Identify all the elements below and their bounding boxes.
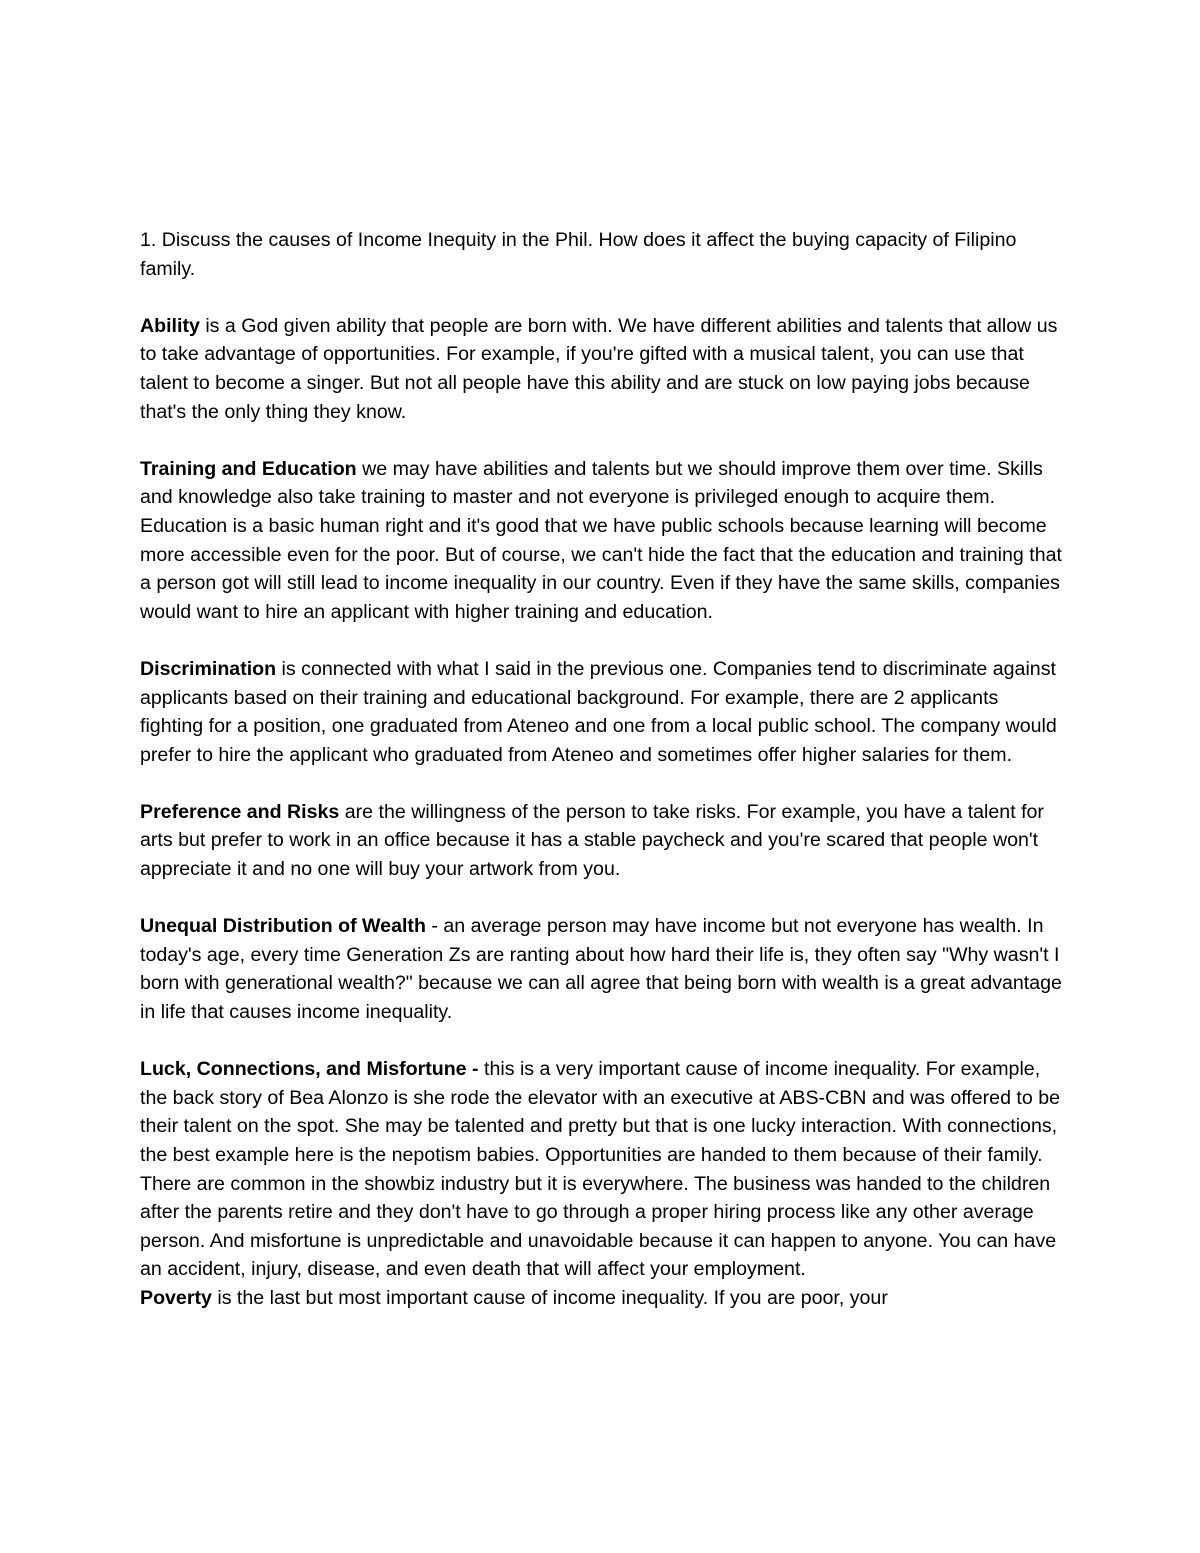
paragraph-training-education xyxy=(140,455,1065,627)
term-ability: Ability xyxy=(140,314,200,337)
paragraph-luck-connections xyxy=(140,1055,1065,1284)
term-discrimination: Discrimination xyxy=(140,657,277,680)
paragraph-ability xyxy=(140,312,1065,426)
paragraph-poverty xyxy=(140,1284,1065,1313)
term-luck-connections: Luck, Connections, and Misfortune - xyxy=(140,1058,479,1081)
document-page xyxy=(140,226,1065,1313)
term-preference-risks: Preference and Risks xyxy=(140,800,340,823)
term-poverty: Poverty xyxy=(140,1286,212,1309)
paragraph-luck-connections-text: this is a very important cause of income inequality. For example, the back story of Bea Alonzo is she rode the elevator with an executive at ABS-CBN and was offered to be their talent on the spot. She may be talented and pretty but that is one lucky interaction. With connections, the best example here is the nepotism babies. Opportunities are handed to them because of their family. There are common in the showbiz industry but it is everywhere. The business was handed to the children after the parents retire and they don't have to go through a proper hiring process like any other average person. And misfortune is unpredictable and unavoidable because it can happen to anyone. You can have an accident, injury, disease, and even death that will affect your employment. xyxy=(140,1058,1060,1281)
term-unequal-distribution: Unequal Distribution of Wealth xyxy=(140,915,426,938)
paragraph-discrimination-text: is connected with what I said in the previous one. Companies tend to discriminate against applicants based on their training and educational background. For example, there are 2 applicants fighting for a position, one graduated from Ateneo and one from a local public school. The company would prefer to hire the applicant who graduated from Ateneo and sometimes offer higher salaries for them. xyxy=(140,657,1057,766)
paragraph-ability-text: is a God given ability that people are born with. We have different abilities and talents that allow us to take advantage of opportunities. For example, if you're gifted with a musical talent, you can use that talent to become a singer. But not all people have this ability and are stuck on low paying jobs because that's the only thing they know. xyxy=(140,314,1058,423)
paragraph-preference-risks xyxy=(140,798,1065,884)
term-training-education: Training and Education xyxy=(140,457,357,480)
question-text: 1. Discuss the causes of Income Inequity in the Phil. How does it affect the buying capacity of Filipino family. xyxy=(140,229,1017,280)
paragraph-training-education-text: we may have abilities and talents but we should improve them over time. Skills and knowledge also take training to master and not everyone is privileged enough to acquire them. Education is a basic human right and it's good that we have public schools because learning will become more accessible even for the poor. But of course, we can't hide the fact that the education and training that a person got will still lead to income inequality in our country. Even if they have the same skills, companies would want to hire an applicant with higher training and education. xyxy=(140,457,1062,623)
paragraph-unequal-distribution xyxy=(140,912,1065,1026)
paragraph-unequal-distribution-text: - an average person may have income but not everyone has wealth. In today's age, every time Generation Zs are ranting about how hard their life is, they often say "Why wasn't I born with generational wealth?" because we can all agree that being born with wealth is a great advantage in life that causes income inequality. xyxy=(140,915,1062,1024)
paragraph-preference-risks-text: are the willingness of the person to take risks. For example, you have a talent for arts but prefer to work in an office because it has a stable paycheck and you're scared that people won't appreciate it and no one will buy your artwork from you. xyxy=(140,800,1044,881)
paragraph-poverty-text: is the last but most important cause of income inequality. If you are poor, your xyxy=(211,1286,888,1309)
paragraph-discrimination xyxy=(140,655,1065,769)
